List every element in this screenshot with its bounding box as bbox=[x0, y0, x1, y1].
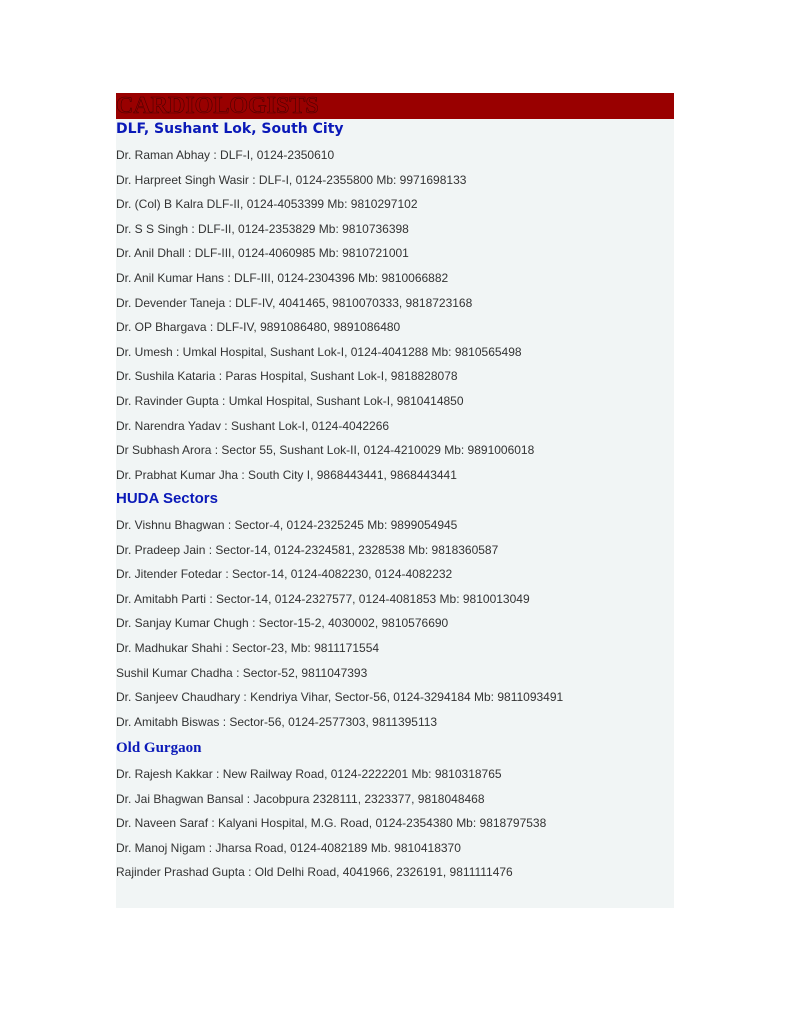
directory-page bbox=[116, 93, 674, 908]
page-title: CARDIOLOGISTS bbox=[116, 93, 319, 119]
doctor-entry: Dr. Sushila Kataria : Paras Hospital, Sushant Lok-I, 9818828078 bbox=[116, 369, 458, 384]
doctor-entry: Dr. Sanjeev Chaudhary : Kendriya Vihar, Sector-56, 0124-3294184 Mb: 9811093491 bbox=[116, 690, 564, 705]
doctor-list-old-gurgaon bbox=[116, 766, 546, 889]
doctor-entry: Dr. Narendra Yadav : Sushant Lok-I, 0124-4042266 bbox=[116, 418, 390, 433]
title-bar bbox=[116, 93, 674, 119]
doctor-entry: Dr. Anil Dhall : DLF-III, 0124-4060985 Mb: 9810721001 bbox=[116, 246, 409, 261]
section-heading-huda: HUDA Sectors bbox=[116, 490, 218, 507]
doctor-entry: Dr. Prabhat Kumar Jha : South City I, 9868443441, 9868443441 bbox=[116, 467, 457, 482]
doctor-entry: Dr. Jitender Fotedar : Sector-14, 0124-4082230, 0124-4082232 bbox=[116, 567, 453, 582]
doctor-entry: Dr. (Col) B Kalra DLF-II, 0124-4053399 Mb: 9810297102 bbox=[116, 197, 418, 212]
doctor-entry: Dr. Amitabh Biswas : Sector-56, 0124-2577303, 9811395113 bbox=[116, 714, 438, 729]
doctor-entry: Dr. Devender Taneja : DLF-IV, 4041465, 9810070333, 9818723168 bbox=[116, 295, 473, 310]
doctor-entry: Dr. Ravinder Gupta : Umkal Hospital, Sushant Lok-I, 9810414850 bbox=[116, 393, 464, 408]
doctor-entry: Dr. Rajesh Kakkar : New Railway Road, 0124-2222201 Mb: 9810318765 bbox=[116, 767, 502, 781]
section-heading-dlf: DLF, Sushant Lok, South City bbox=[116, 121, 344, 137]
doctor-list-huda bbox=[116, 517, 563, 738]
doctor-entry: Dr. Vishnu Bhagwan : Sector-4, 0124-2325245 Mb: 9899054945 bbox=[116, 518, 458, 532]
doctor-entry: Dr. OP Bhargava : DLF-IV, 9891086480, 9891086480 bbox=[116, 320, 401, 335]
doctor-entry: Dr. Harpreet Singh Wasir : DLF-I, 0124-2355800 Mb: 9971698133 bbox=[116, 172, 467, 187]
doctor-entry: Dr. Raman Abhay : DLF-I, 0124-2350610 bbox=[116, 148, 335, 162]
doctor-entry: Dr. Amitabh Parti : Sector-14, 0124-2327577, 0124-4081853 Mb: 9810013049 bbox=[116, 591, 530, 606]
doctor-entry: Dr. Madhukar Shahi : Sector-23, Mb: 9811171554 bbox=[116, 640, 380, 655]
section-heading-old-gurgaon: Old Gurgaon bbox=[116, 740, 202, 756]
doctor-entry: Dr. Umesh : Umkal Hospital, Sushant Lok-I, 0124-4041288 Mb: 9810565498 bbox=[116, 344, 522, 359]
doctor-entry: Dr. Manoj Nigam : Jharsa Road, 0124-4082189 Mb. 9810418370 bbox=[116, 840, 461, 855]
doctor-entry: Dr Subhash Arora : Sector 55, Sushant Lok-II, 0124-4210029 Mb: 9891006018 bbox=[116, 443, 535, 458]
doctor-list-dlf bbox=[116, 147, 534, 491]
doctor-entry: Dr. Pradeep Jain : Sector-14, 0124-2324581, 2328538 Mb: 9818360587 bbox=[116, 542, 499, 557]
doctor-entry: Dr. Jai Bhagwan Bansal : Jacobpura 2328111, 2323377, 9818048468 bbox=[116, 791, 485, 806]
doctor-entry: Sushil Kumar Chadha : Sector-52, 9811047393 bbox=[116, 665, 368, 680]
doctor-entry: Dr. Sanjay Kumar Chugh : Sector-15-2, 4030002, 9810576690 bbox=[116, 616, 449, 631]
doctor-entry: Dr. S S Singh : DLF-II, 0124-2353829 Mb: 9810736398 bbox=[116, 221, 409, 236]
doctor-entry: Dr. Anil Kumar Hans : DLF-III, 0124-2304396 Mb: 9810066882 bbox=[116, 270, 449, 285]
doctor-entry: Rajinder Prashad Gupta : Old Delhi Road, 4041966, 2326191, 9811111476 bbox=[116, 865, 513, 880]
doctor-entry: Dr. Naveen Saraf : Kalyani Hospital, M.G. Road, 0124-2354380 Mb: 9818797538 bbox=[116, 816, 547, 831]
